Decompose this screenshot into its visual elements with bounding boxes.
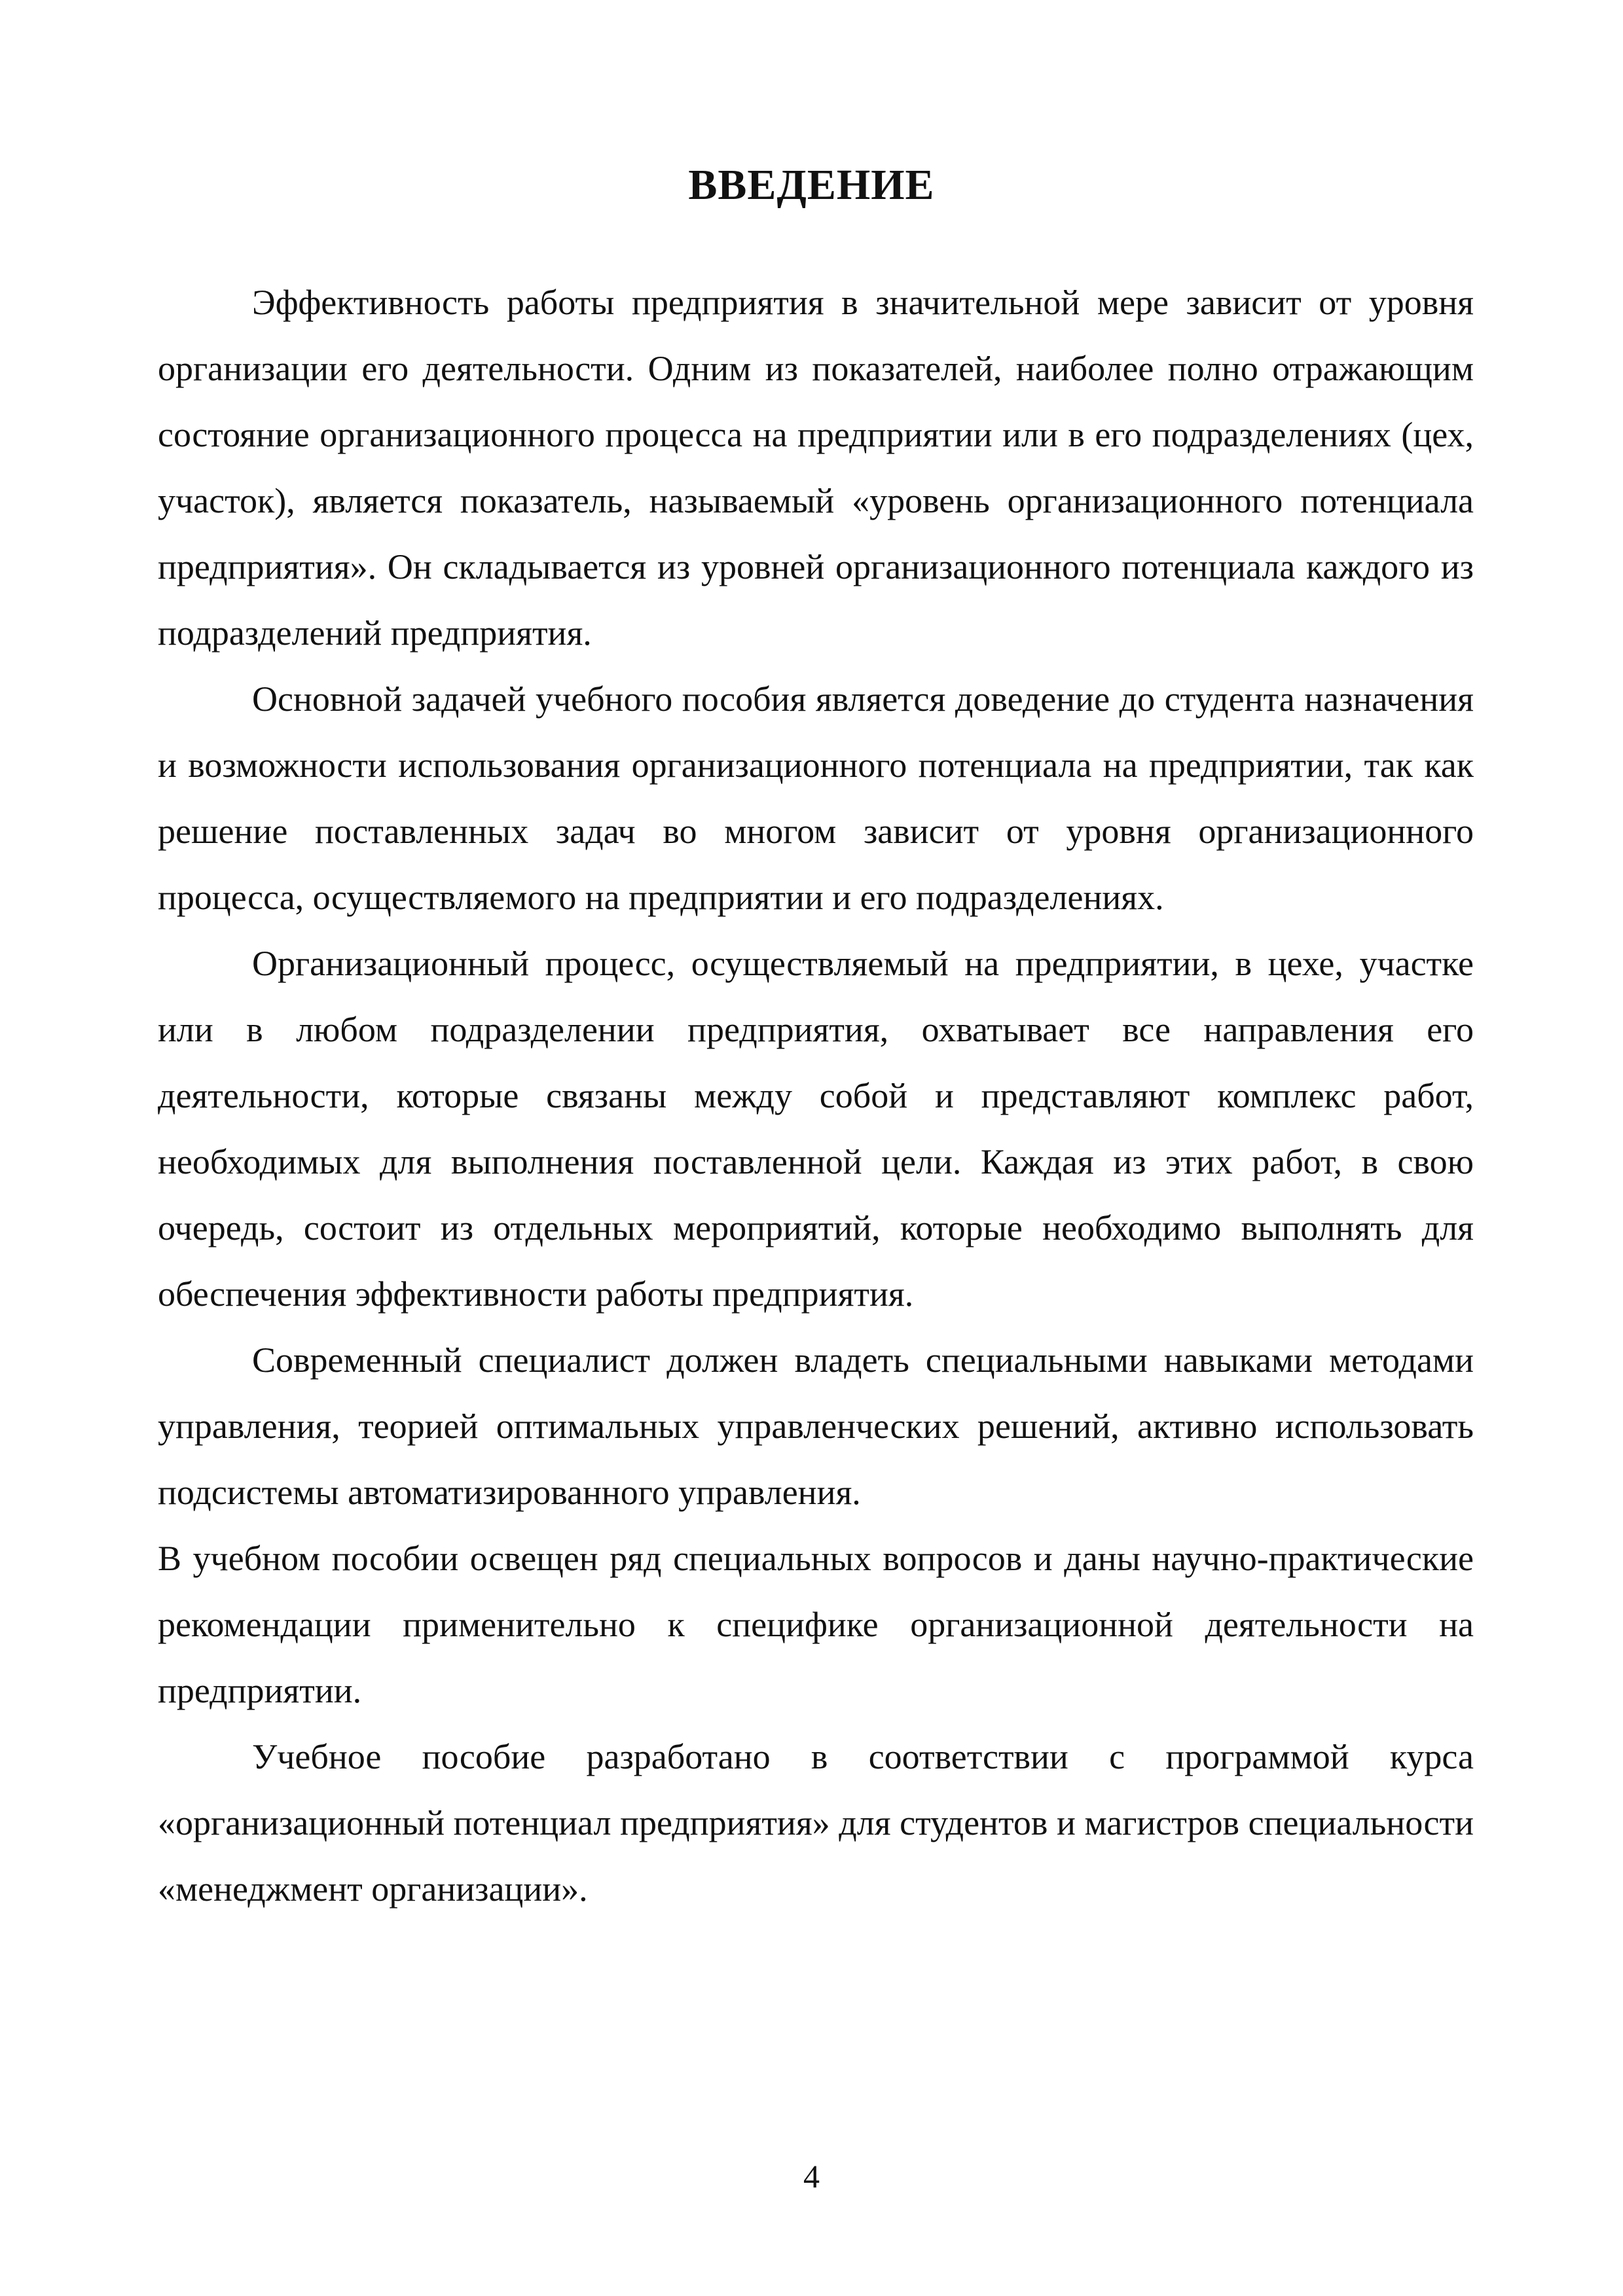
page-number: 4 [803, 2158, 820, 2195]
paragraph-organizational-process: Организационный процесс, осуществляемый на предприятии, в цехе, участке или в любом подразделении предприятия, охватывает все направления его деятельности, которые связаны между собой и представляют комплекс работ, необходимых для выполнения поставленной цели. Каждая из этих работ, в свою очередь, состоит из отдельных мероприятий, которые необходимо выполнять для обеспечения эффективности работы предприятия. [158, 944, 1474, 1314]
paragraph-special-questions: В учебном пособии освещен ряд специальных вопросов и даны научно-практические рекомендации применительно к специфике организационной деятельности на предприятии. [158, 1539, 1474, 1710]
page-title: ВВЕДЕНИЕ [688, 161, 935, 209]
paragraph-modern-specialist: Современный специалист должен владеть специальными навыками методами управления, теорией оптимальных управленческих решений, активно использовать подсистемы автоматизированного управления. [158, 1340, 1474, 1512]
document-body [158, 270, 1474, 1922]
paragraph-intro-efficiency: Эффективность работы предприятия в значительной мере зависит от уровня организации его деятельности. Одним из показателей, наиболее полно отражающим состояние организационного процесса на предприятии или в его подразделениях (цех, участок), является показатель, называемый «уровень организационного потенциала предприятия». Он складывается из уровней организационного потенциала каждого из подразделений предприятия. [158, 283, 1474, 653]
paragraph-main-task: Основной задачей учебного пособия является доведение до студента назначения и возможности использования организационного потенциала на предприятии, так как решение поставленных задач во многом зависит от уровня организационного процесса, осуществляемого на предприятии и его подразделениях. [158, 679, 1474, 917]
paragraph-course-program: Учебное пособие разработано в соответствии с программой курса «организационный потенциал предприятия» для студентов и магистров специальности «менеджмент организации». [158, 1737, 1474, 1909]
